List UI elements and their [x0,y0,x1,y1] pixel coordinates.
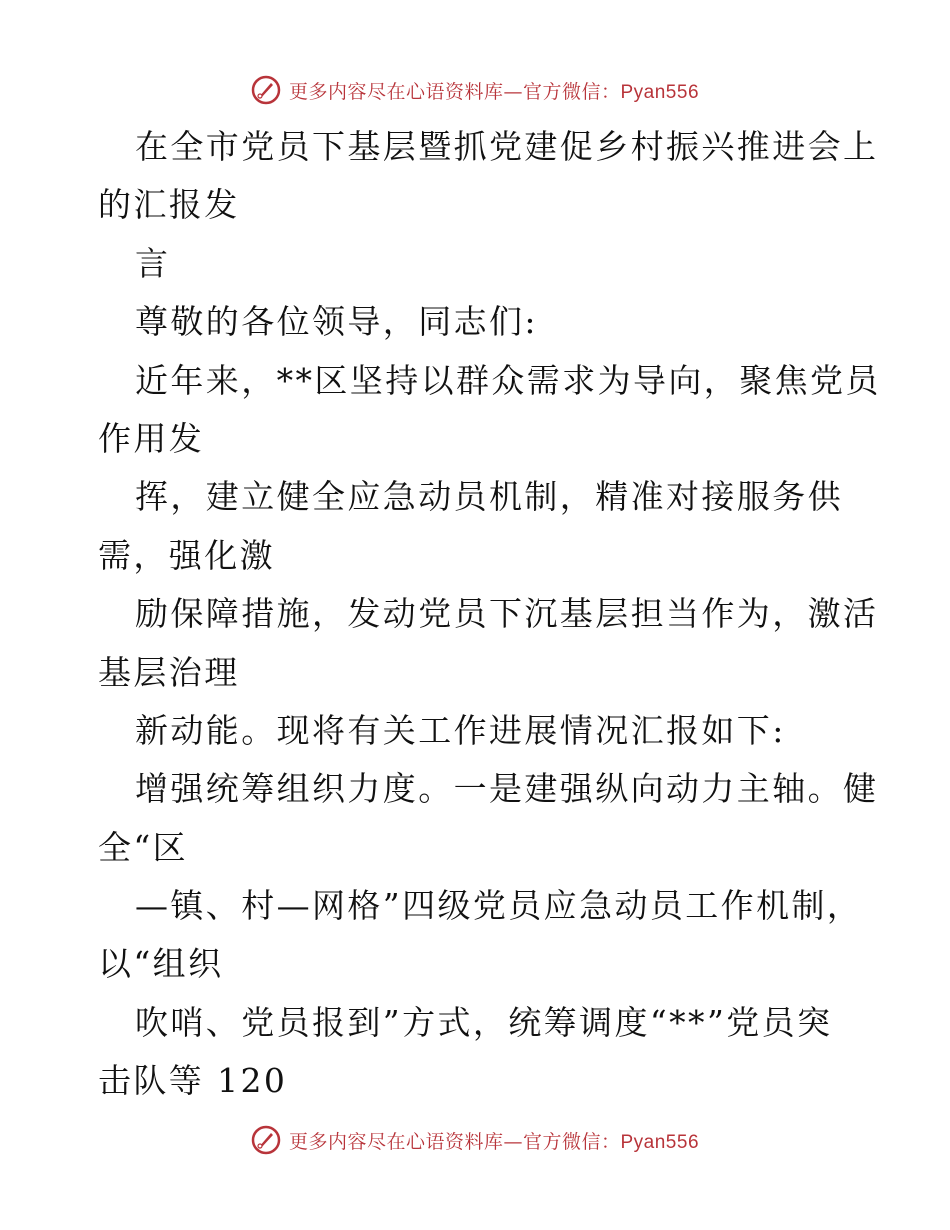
document-body [98,118,881,1111]
text-line: 全“区 [98,827,189,867]
text-line: 挥，建立健全应急动员机制，精准对接服务供 [135,477,843,517]
text-line: 增强统筹组织力度。一是建强纵向动力主轴。健 [135,769,879,809]
text-line: 基层治理 [98,652,240,692]
text-line: 在全市党员下基层暨抓党建促乡村振兴推进会上 [135,127,879,166]
text-line: 的汇报发 [98,185,240,225]
quill-logo-icon [251,75,281,105]
text-line: 击队等 120 [98,1061,288,1101]
watermark-text: 更多内容尽在心语资料库—官方微信：Pyan556 [288,80,700,103]
wechat-id: Pyan556 [620,81,700,103]
quill-logo-icon [251,1125,281,1155]
text-line: 以“组织 [98,944,224,984]
watermark-banner-bottom [0,1120,950,1160]
text-line: 吹哨、党员报到”方式，统筹调度“**”党员突 [135,1002,833,1042]
text-line: 作用发 [98,418,205,458]
wechat-id: Pyan556 [620,1131,700,1153]
text-line: 励保障措施，发动党员下沉基层担当作为，激活 [135,594,879,634]
text-line: 新动能。现将有关工作进展情况汇报如下: [135,710,786,750]
watermark-text: 更多内容尽在心语资料库—官方微信：Pyan556 [288,1130,700,1153]
text-line: 需，强化激 [98,535,275,575]
text-line: —镇、村—网格”四级党员应急动员工作机制， [135,886,863,926]
watermark-banner-top [0,70,950,110]
text-line: 尊敬的各位领导，同志们: [135,302,538,342]
text-line: 近年来，**区坚持以群众需求为导向，聚焦党员 [135,360,881,400]
text-line: 言 [135,243,171,283]
